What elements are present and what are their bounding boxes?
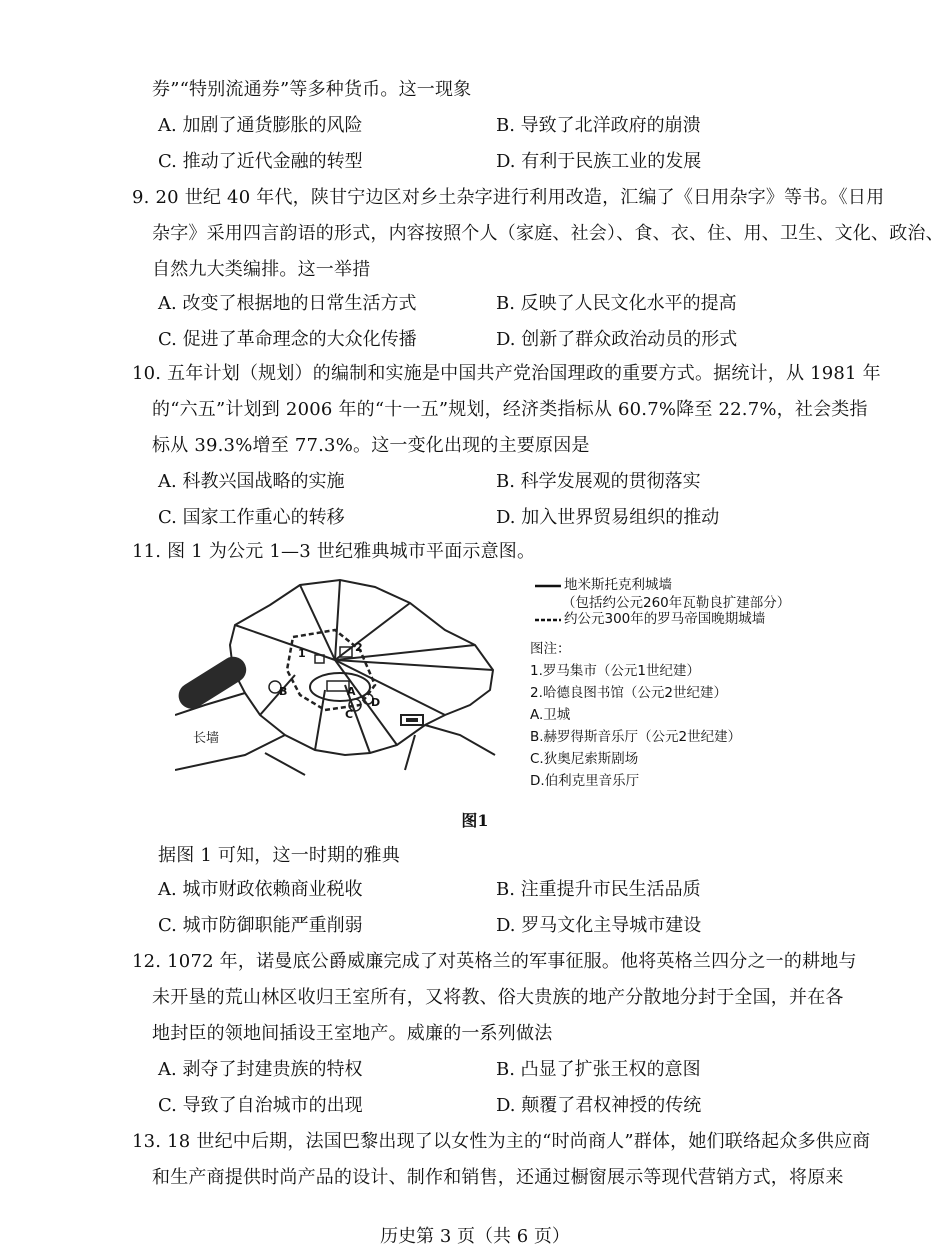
- legend-notes-title: 图注：: [530, 641, 571, 657]
- map-label-1: 1: [298, 647, 306, 660]
- legend-note-2: 2.哈德良图书馆（公元2世纪建）: [530, 685, 727, 701]
- map-label-b: B: [279, 685, 288, 698]
- legend-note-1: 1.罗马集市（公元1世纪建）: [530, 663, 700, 679]
- map-label-d: D: [371, 696, 381, 709]
- long-wall-label: 长墙: [193, 731, 220, 746]
- q11-option-b: B. 注重提升市民生活品质: [496, 879, 701, 900]
- q8-stem-tail: 券”“特别流通券”等多种货币。这一现象: [152, 79, 472, 100]
- legend-note-d: D.伯利克里音乐厅: [530, 773, 640, 789]
- q12-stem-line-2: 未开垦的荒山林区收归王室所有，又将教、俗大贵族的地产分散地分封于全国，并在各: [152, 987, 844, 1008]
- q13-stem-line-1: 13. 18 世纪中后期，法国巴黎出现了以女性为主的“时尚商人”群体，她们联络起众多供应商: [132, 1131, 871, 1152]
- q10-option-c: C. 国家工作重心的转移: [158, 507, 345, 528]
- q11-option-d: D. 罗马文化主导城市建设: [496, 915, 702, 936]
- q11-option-c: C. 城市防御职能严重削弱: [158, 915, 363, 936]
- q9-option-c: C. 促进了革命理念的大众化传播: [158, 329, 417, 350]
- q12-option-a: A. 剥夺了封建贵族的特权: [158, 1059, 363, 1080]
- q8-option-c: C. 推动了近代金融的转型: [158, 151, 363, 172]
- legend-note-c: C.狄奥尼索斯剧场: [530, 751, 639, 767]
- q12-option-b: B. 凸显了扩张王权的意图: [496, 1059, 701, 1080]
- figure-caption: 图1: [461, 811, 489, 830]
- legend-note-a: A.卫城: [530, 707, 571, 723]
- q10-stem-line-1: 10. 五年计划（规划）的编制和实施是中国共产党治国理政的重要方式。据统计，从 1981 年: [132, 363, 881, 384]
- athens-map: [175, 575, 525, 780]
- q10-option-b: B. 科学发展观的贯彻落实: [496, 471, 701, 492]
- q9-stem-line-1: 9. 20 世纪 40 年代，陕甘宁边区对乡土杂字进行利用改造，汇编了《日用杂字》等书。《日用: [132, 187, 885, 208]
- q8-option-d: D. 有利于民族工业的发展: [496, 151, 702, 172]
- legend-dashed-label: 约公元300年的罗马帝国晚期城墙: [564, 611, 766, 627]
- legend-note-b: B.赫罗得斯音乐厅（公元2世纪建）: [530, 729, 742, 745]
- q12-option-d: D. 颠覆了君权神授的传统: [496, 1095, 702, 1116]
- legend-solid-label: 地米斯托克利城墙: [564, 577, 672, 593]
- q9-option-a: A. 改变了根据地的日常生活方式: [158, 293, 417, 314]
- q10-option-a: A. 科教兴国战略的实施: [158, 471, 345, 492]
- q8-option-b: B. 导致了北洋政府的崩溃: [496, 115, 701, 136]
- map-label-c: C: [345, 708, 354, 721]
- map-label-2: 2: [355, 641, 363, 654]
- q9-stem-line-3: 自然九大类编排。这一举措: [152, 259, 371, 280]
- map-label-a: A: [347, 685, 356, 698]
- acropolis: [310, 673, 370, 701]
- q9-option-d: D. 创新了群众政治动员的形式: [496, 329, 738, 350]
- q10-stem-line-2: 的“六五”计划到 2006 年的“十一五”规划，经济类指标从 60.7%降至 22.7%，社会类指: [152, 399, 868, 420]
- q10-stem-line-3: 标从 39.3%增至 77.3%。这一变化出现的主要原因是: [152, 435, 590, 456]
- q12-stem-line-1: 12. 1072 年，诺曼底公爵威廉完成了对英格兰的军事征服。他将英格兰四分之一的耕地与: [132, 951, 857, 972]
- q11-option-a: A. 城市财政依赖商业税收: [158, 879, 363, 900]
- q9-option-b: B. 反映了人民文化水平的提高: [496, 293, 737, 314]
- legend-solid-swatch: [535, 583, 561, 589]
- q12-stem-line-3: 地封臣的领地间插设王室地产。威廉的一系列做法: [152, 1023, 553, 1044]
- q8-option-a: A. 加剧了通货膨胀的风险: [158, 115, 363, 136]
- q13-stem-line-2: 和生产商提供时尚产品的设计、制作和销售，还通过橱窗展示等现代营销方式，将原来: [152, 1167, 844, 1188]
- q12-option-c: C. 导致了自治城市的出现: [158, 1095, 363, 1116]
- q11-stem: 11. 图 1 为公元 1—3 世纪雅典城市平面示意图。: [132, 541, 536, 562]
- page-footer: 历史第 3 页（共 6 页）: [380, 1226, 570, 1247]
- legend-dashed-swatch: [535, 617, 561, 623]
- q11-sub-stem: 据图 1 可知，这一时期的雅典: [158, 845, 400, 866]
- legend-solid-note: （包括约公元260年瓦勒良扩建部分）: [562, 595, 791, 611]
- q10-option-d: D. 加入世界贸易组织的推动: [496, 507, 720, 528]
- q9-stem-line-2: 杂字》采用四言韵语的形式，内容按照个人（家庭、社会）、食、衣、住、用、卫生、文化、政治、: [152, 223, 944, 244]
